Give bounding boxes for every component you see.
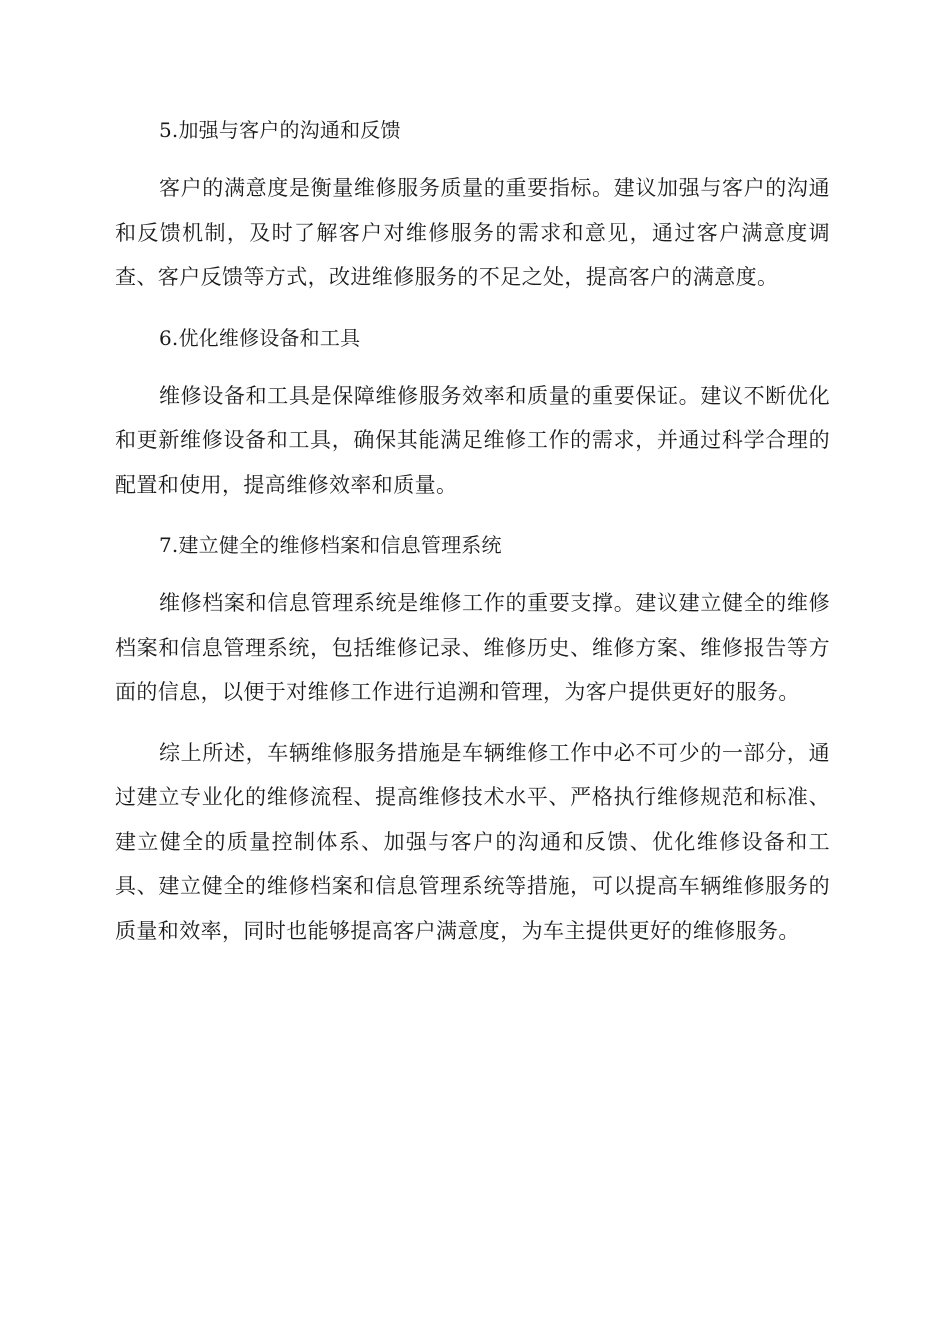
document-page [115, 108, 830, 969]
section-body-5: 客户的满意度是衡量维修服务质量的重要指标。建议加强与客户的沟通和反馈机制，及时了解客户对维修服务的需求和意见，通过客户满意度调查、客户反馈等方式，改进维修服务的不足之处，提高客户的满意度。 [115, 176, 830, 289]
conclusion-paragraph: 综上所述，车辆维修服务措施是车辆维修工作中必不可少的一部分，通过建立专业化的维修流程、提高维修技术水平、严格执行维修规范和标准、建立健全的质量控制体系、加强与客户的沟通和反馈、优化维修设备和工具、建立健全的维修档案和信息管理系统等措施，可以提高车辆维修服务的质量和效率，同时也能够提高客户满意度，为车主提供更好的维修服务。 [115, 740, 830, 943]
section-body-6: 维修设备和工具是保障维修服务效率和质量的重要保证。建议不断优化和更新维修设备和工具，确保其能满足维修工作的需求，并通过科学合理的配置和使用，提高维修效率和质量。 [115, 383, 830, 497]
section-heading-5: 5.加强与客户的沟通和反馈 [159, 118, 401, 142]
section-body-7: 维修档案和信息管理系统是维修工作的重要支撑。建议建立健全的维修档案和信息管理系统，包括维修记录、维修历史、维修方案、维修报告等方面的信息，以便于对维修工作进行追溯和管理，为客户提供更好的服务。 [115, 591, 830, 704]
section-heading-7: 7.建立健全的维修档案和信息管理系统 [159, 533, 502, 557]
section-heading-6: 6.优化维修设备和工具 [159, 325, 361, 350]
